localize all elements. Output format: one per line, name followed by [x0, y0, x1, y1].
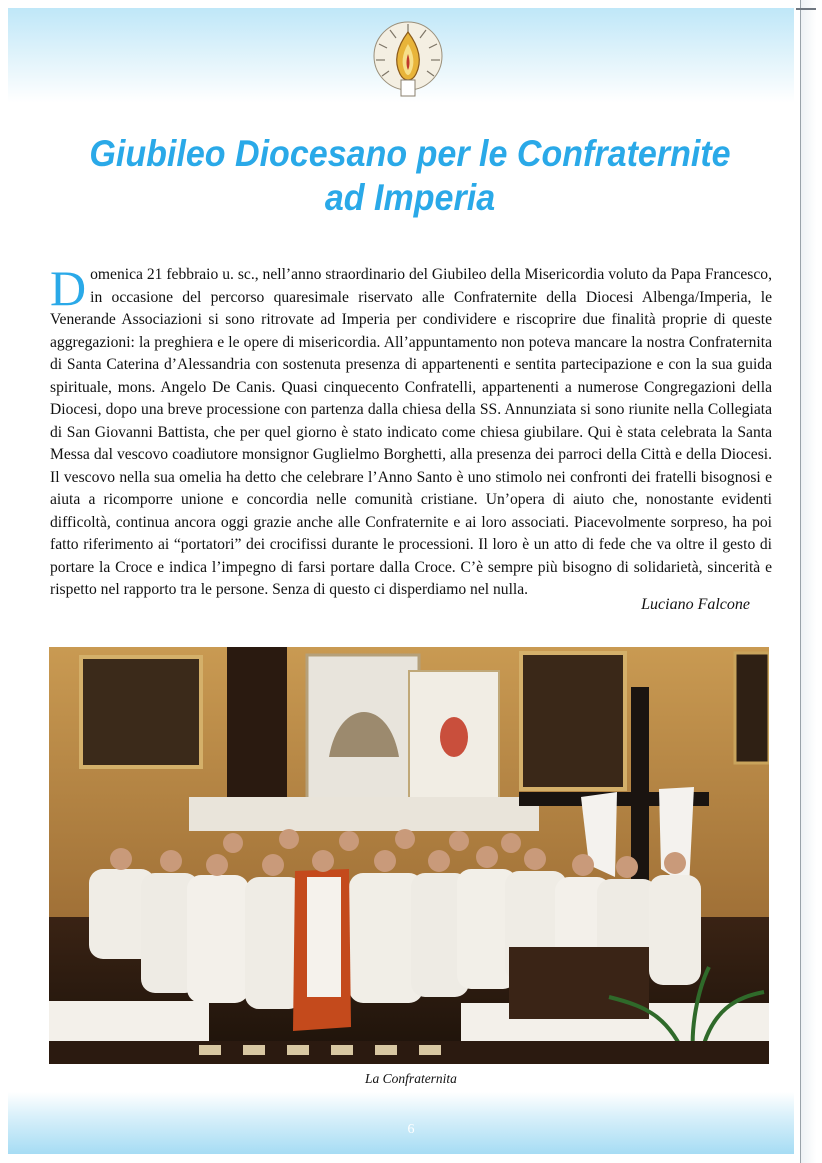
article-body-text: omenica 21 febbraio u. sc., nell’anno straordinario del Giubileo della Misericordia voluto da Papa Francesco, in occasione del percorso quaresimale riservato alle Confraternite della Diocesi Albenga/Imperia, le Venerande Associazioni si sono ritrovate ad Imperia per condividere e riscoprire due finalità proprie di queste aggregazioni: la preghiera e le opere di misericordia. All’appuntamento non poteva mancare la nostra Confraternita di Santa Caterina d’Alessandria con sostenuta presenza di appartenenti e sentita partecipazione e con la sua guida spirituale, mons. Angelo De Canis. Quasi cinquecento Confratelli, appartenenti a numerose Congregazioni della Diocesi, dopo una breve processione con partenza dalla chiesa della SS. Annunziata si sono riunite nella Collegiata di San Giovanni Battista, che per quel giorno è stato indicato come chiesa giubilare. Qui è stata celebrata la Santa Messa dal vescovo coadiutore monsignor Guglielmo Borghetti, alla presenza dei parroci della Città e della Diocesi. Il vescovo nella sua omelia ha detto che celebrare l’Anno Santo è uno stimolo nei confronti dei fratelli bisognosi e aiuta a ricomporre unione e concordia nelle comunità cristiane. Un’opera di aiuto che, nonostante evidenti difficoltà, continua ancora oggi grazie anche alle Confraternite e ai loro associati. Piacevolmente sorpreso, ha poi fatto riferimento ai “portatori” dei crocifissi durante le processioni. Il loro è un atto di fede che va oltre il gesto di portare la Croce e indica l’impegno di farsi portare dalla Croce. C’è sempre più bisogno di solidarietà, sincerità e rispetto nel rapporto tra le persone. Senza di questo ci disperdiamo nel nulla. [50, 266, 772, 598]
article-author: Luciano Falcone [641, 596, 750, 613]
church-group-illustration [49, 647, 769, 1064]
article-title-line-1: Giubileo Diocesano per le Confraternite [89, 133, 731, 174]
confraternity-group-photo [49, 647, 769, 1064]
article-body [50, 260, 772, 602]
photo-caption: La Confraternita [365, 1071, 457, 1086]
page-edge-mark [796, 8, 816, 10]
article-title-line-2: ad Imperia [324, 177, 496, 218]
drop-cap: D [50, 260, 87, 316]
candle-flame-logo-icon [370, 18, 446, 98]
article-title [51, 132, 769, 220]
page-number: 6 [407, 1122, 415, 1137]
page-edge [800, 0, 822, 1163]
